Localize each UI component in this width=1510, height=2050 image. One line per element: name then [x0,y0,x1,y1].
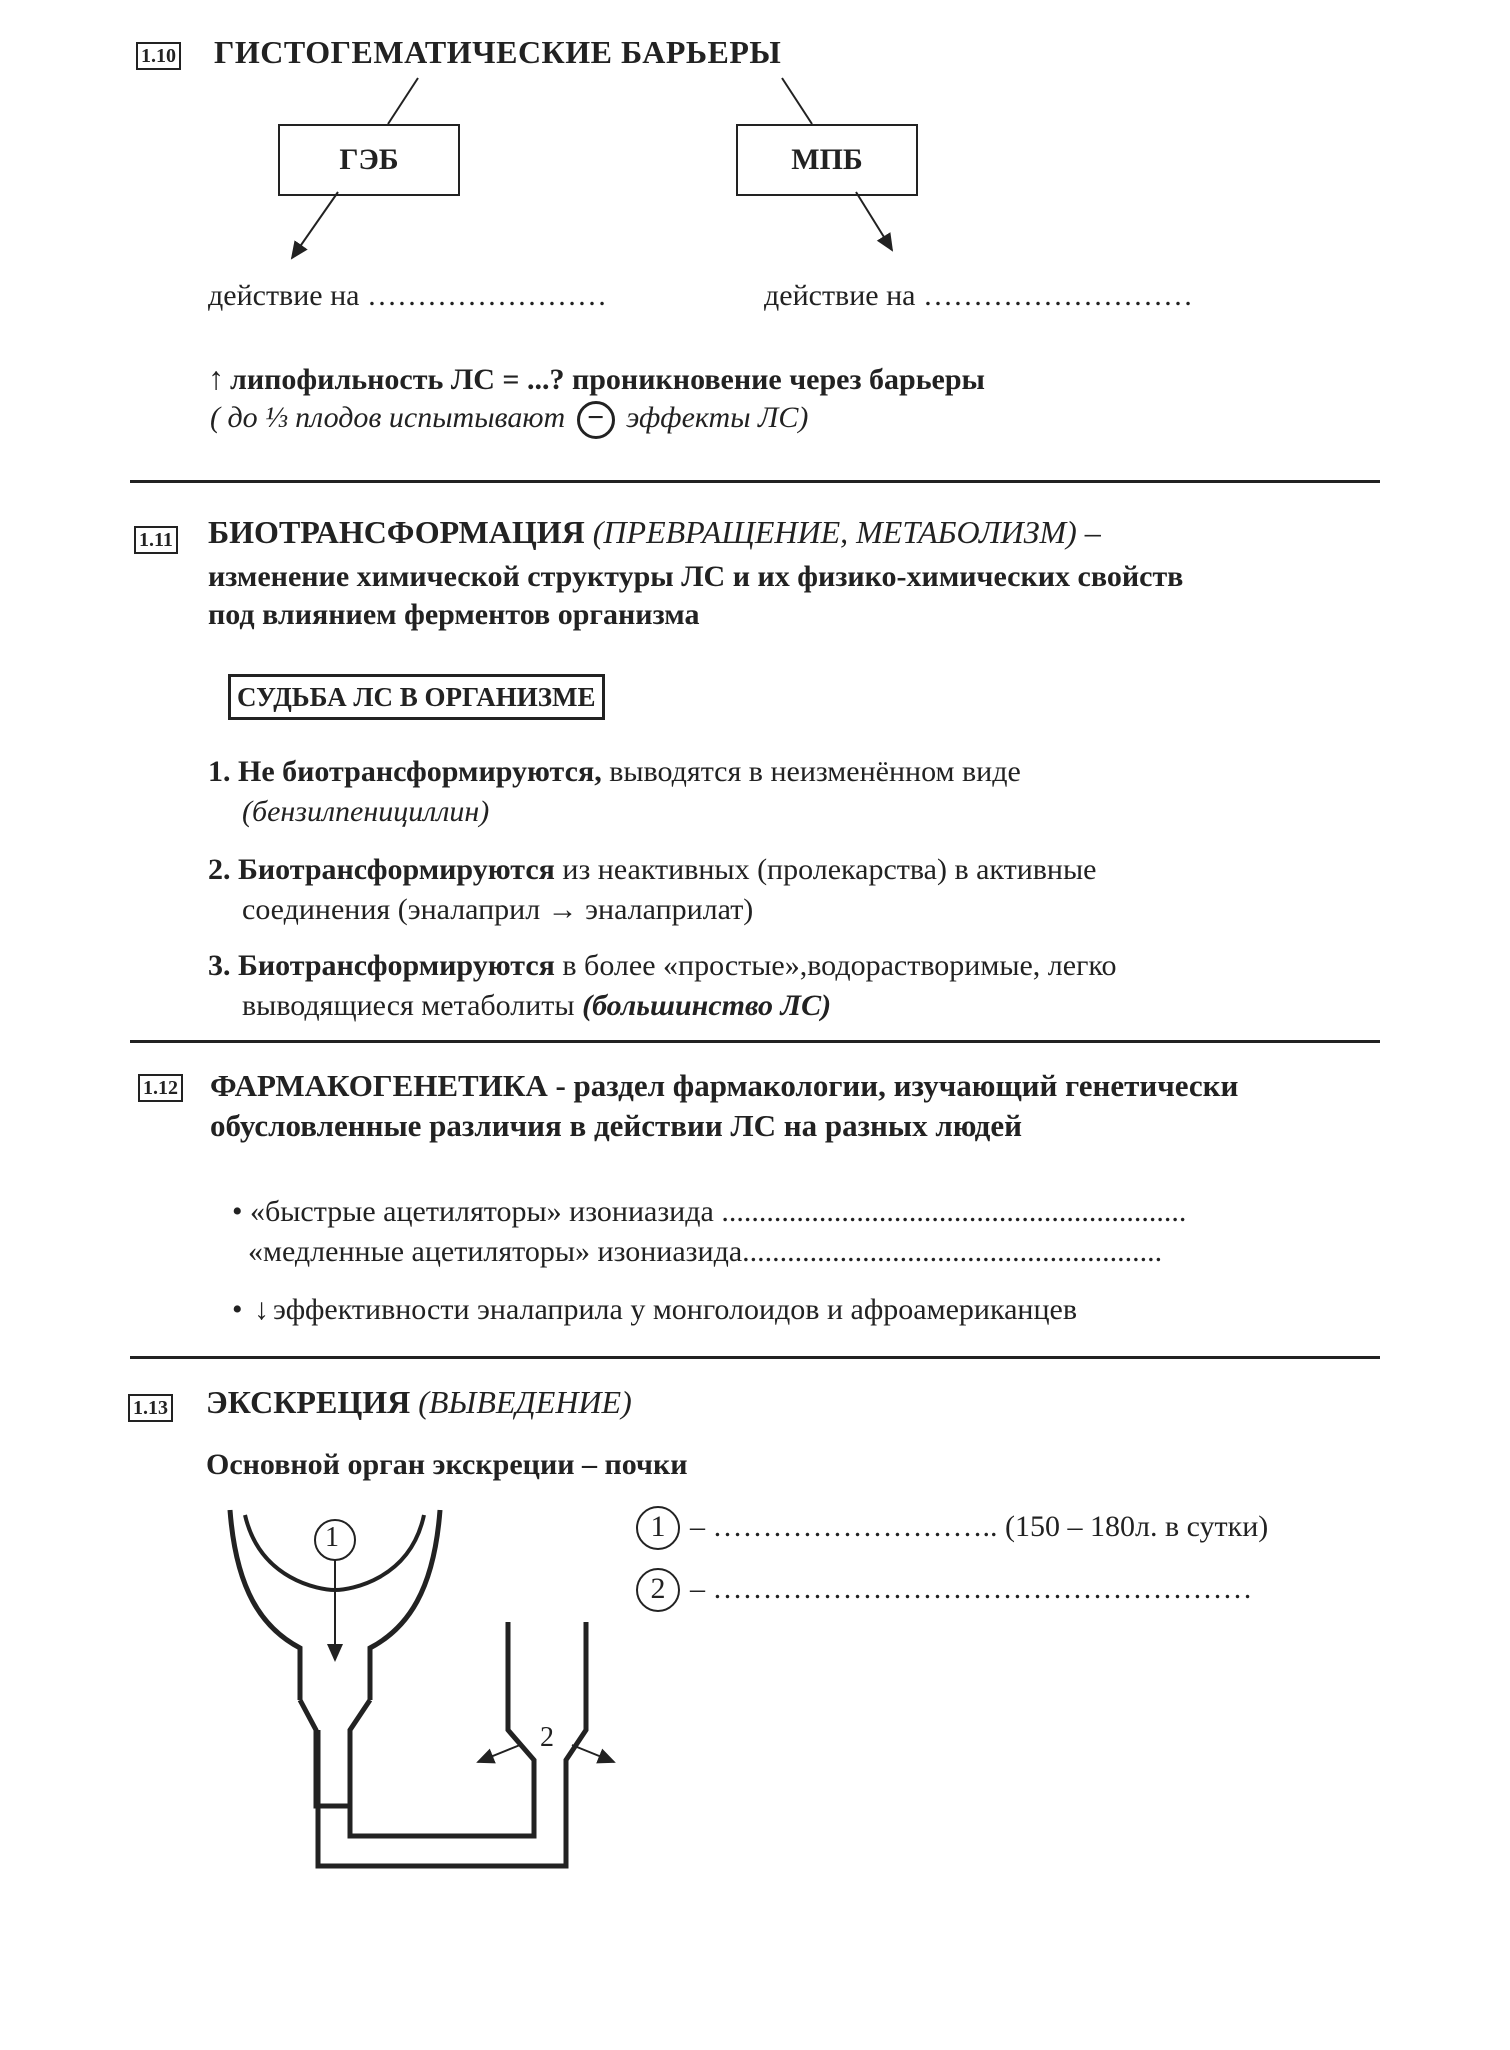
excretion-title-bold: ЭКСКРЕЦИЯ [206,1384,411,1420]
up-arrow-icon: ↑ [208,360,224,396]
connector-right [782,78,812,124]
secretion-text: – ……………………………………………… [690,1572,1253,1605]
excretion-subtitle: Основной орган экскреции – почки [206,1448,688,1481]
section-number-1-11: 1.11 [134,526,178,554]
filtration-text: – ……………………….. (150 – 180л. в сутки) [690,1510,1269,1543]
section-number-1-12: 1.12 [138,1074,183,1102]
pharmacogenetics-line-2: обусловленные различия в действии ЛС на разных людей [210,1108,1022,1143]
lipophilicity-text: липофильность ЛС = ...? проникновение через барьеры [230,363,985,396]
section-title-barriers: ГИСТОГЕМАТИЧЕСКИЕ БАРЬЕРЫ [214,34,782,70]
item-1-rest: выводятся в неизменённом виде [601,755,1021,788]
arrow-right [856,192,892,250]
item-3-bold: 3. Биотрансформируются [208,949,555,982]
definition-line-2: под влиянием ферментов организма [208,598,700,631]
bbb-box: ГЭБ [278,124,460,196]
circle-1-number: 1 [650,1510,666,1543]
minus-sign: − [587,401,605,435]
definition-line-1: изменение химической структуры ЛС и их физико-химических свойств [208,560,1184,593]
connector-left [388,78,418,124]
arrow-left [292,192,338,258]
excretion-title-paren: (ВЫВЕДЕНИЕ) [418,1384,632,1420]
placental-barrier-box: МПБ [736,124,918,196]
item-1-bold: 1. Не биотрансформируются, [208,755,602,788]
item-2-line-2: соединения (эналаприл → эналаприлат) [242,893,754,926]
fetus-note-end: эффекты ЛС) [626,401,809,434]
section-number-1-13: 1.13 [128,1394,173,1422]
item-2-bold: 2. Биотрансформируются [208,853,555,886]
circle-2-number: 2 [650,1572,666,1605]
bullet: • [232,1293,243,1326]
nephron-diagram [230,1510,614,1866]
down-arrow-icon: ↓ [254,1293,270,1326]
item-3-example: (большинство ЛС) [582,989,832,1022]
pharmacogenetics-line-1: ФАРМАКОГЕНЕТИКА - раздел фармакологии, изучающий генетически [210,1068,1239,1103]
item-2-rest: из неактивных (пролекарства) в активные [554,853,1097,886]
item-3-rest: в более «простые»,водорастворимые, легко [554,949,1117,982]
diagram-label-1: 1 [325,1522,339,1553]
action-left-line: действие на …………………… [208,279,607,312]
item-3-line-2-text: выводящиеся метаболиты [242,989,583,1022]
section-number-1-10: 1.10 [136,42,181,70]
item-1-example: (бензилпенициллин) [242,795,490,828]
acetylators-slow: «медленные ацетиляторы» изониазида........................................................ [248,1235,1163,1268]
fetus-note-start: ( до ⅓ плодов испытывают [210,401,566,434]
enalapril-text: эффективности эналаприла у монголоидов и афроамериканцев [273,1293,1077,1326]
biotransformation-synonyms: (ПРЕВРАЩЕНИЕ, МЕТАБОЛИЗМ) – [592,514,1101,550]
diagram-label-2: 2 [540,1722,554,1753]
biotransformation-title: БИОТРАНСФОРМАЦИЯ [208,514,585,550]
action-right-line: действие на ……………………… [764,279,1193,312]
fate-box: СУДЬБА ЛС В ОРГАНИЗМЕ [228,674,605,720]
acetylators-fast: • «быстрые ацетиляторы» изониазида .............................................................. [232,1195,1187,1228]
